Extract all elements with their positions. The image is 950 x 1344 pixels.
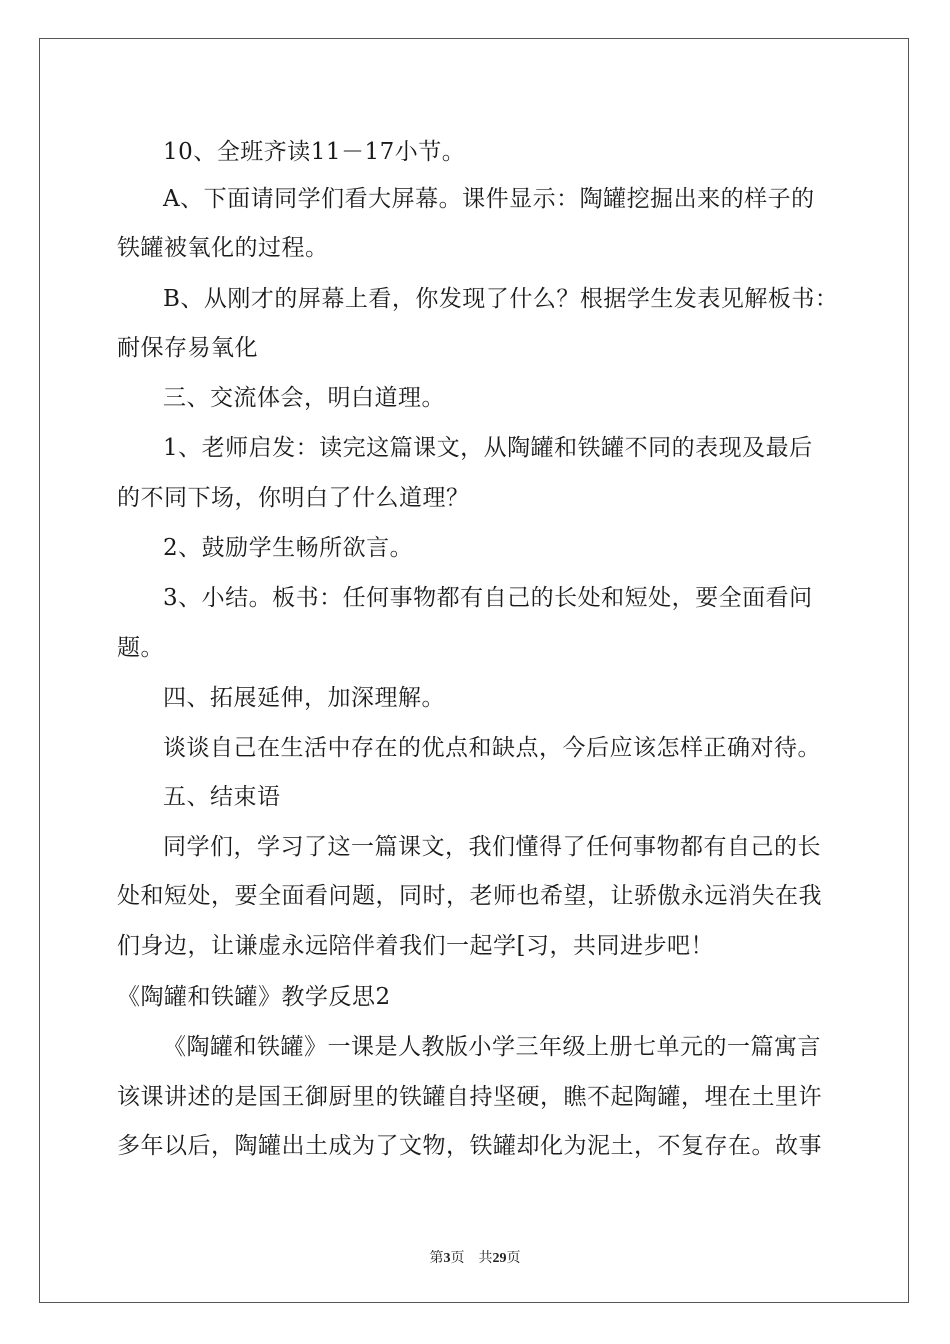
paragraph-line: 2、鼓励学生畅所欲言。 [163, 535, 414, 561]
page-prefix: 第 [429, 1251, 444, 1266]
paragraph-line: 该课讲述的是国王御厨里的铁罐自持坚硬，瞧不起陶罐，埋在土里许 [117, 1084, 822, 1110]
paragraph-line: 3、小结。板书：任何事物都有自己的长处和短处，要全面看问 [163, 585, 813, 611]
paragraph-line: 多年以后，陶罐出土成为了文物，铁罐却化为泥土，不复存在。故事 [117, 1133, 822, 1159]
paragraph-line: 铁罐被氧化的过程。 [117, 235, 329, 261]
section-heading: 四、拓展延伸，加深理解。 [163, 685, 445, 711]
paragraph-line: 同学们，学习了这一篇课文，我们懂得了任何事物都有自己的长 [163, 834, 821, 860]
paragraph-line: B、从刚才的屏幕上看，你发现了什么？根据学生发表见解板书： [163, 286, 839, 312]
paragraph-line: 的不同下场，你明白了什么道理？ [117, 485, 470, 511]
paragraph-line: 们身边，让谦虚永远陪伴着我们一起学[习，共同进步吧！ [117, 933, 714, 959]
paragraph-line: A、下面请同学们看大屏幕。课件显示：陶罐挖掘出来的样子的 [163, 186, 815, 212]
section-heading: 五、结束语 [163, 784, 281, 810]
paragraph-line: 耐保存易氧化 [117, 335, 258, 361]
paragraph-line: 谈谈自己在生活中存在的优点和缺点，今后应该怎样正确对待。 [163, 735, 821, 761]
document-title: 《陶罐和铁罐》教学反思2 [117, 984, 391, 1010]
page-number: 3 [443, 1251, 451, 1266]
paragraph-line: 1、老师启发：读完这篇课文，从陶罐和铁罐不同的表现及最后 [163, 435, 813, 461]
page-suffix: 页 [506, 1251, 521, 1266]
paragraph-line: 《陶罐和铁罐》一课是人教版小学三年级上册七单元的一篇寓言 [163, 1034, 821, 1060]
paragraph-line: 处和短处，要全面看问题，同时，老师也希望，让骄傲永远消失在我 [117, 883, 822, 909]
page-mid: 页 共 [450, 1251, 493, 1266]
total-pages: 29 [492, 1251, 507, 1266]
paragraph-line: 10、全班齐读11－17小节。 [163, 139, 466, 165]
section-heading: 三、交流体会，明白道理。 [163, 385, 445, 411]
paragraph-line: 题。 [117, 635, 164, 661]
page-border [39, 38, 909, 1303]
page-footer [0, 1247, 950, 1267]
